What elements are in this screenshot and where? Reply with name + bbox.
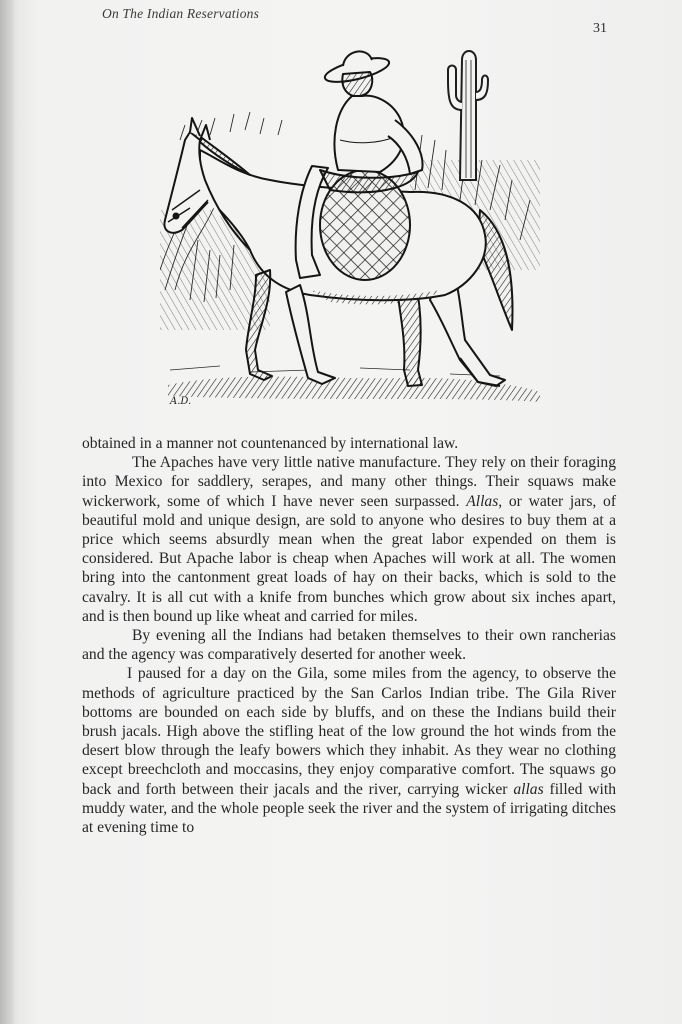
page-number: 31 bbox=[593, 21, 607, 36]
artist-signature: A.D. bbox=[170, 396, 192, 407]
rider-illustration bbox=[160, 40, 545, 410]
paragraph-gila-river bbox=[82, 664, 616, 837]
paragraph-text: The Apaches have very little native manufacture. They rely on their foraging into Mexico for saddlery, serapes, and many other things. Their squaws make wickerwork, some of which I have never seen surpassed. bbox=[82, 454, 616, 510]
italic-term: Allas bbox=[466, 492, 499, 510]
paragraph-text: I paused for a day on the Gila, some miles from the agency, to observe the methods of agriculture practiced by the San Carlos Indian tribe. The Gila River bottoms are bounded on each side by bluffs, and on these the Indians build their brush jacals. High above the stifling heat of the low ground the hot winds from the desert blow through the leafy bowers which they inhabit. As they wear no clothing except breechcloth and moccasins, they enjoy comparative comfort. The squaws go back and forth between their jacals and the river, carrying wicker bbox=[82, 665, 616, 798]
paragraph-text: , or water jars, of beautiful mold and unique design, are sold to anyone who desires to buy them at a price which seems absurdly mean when the great labor expended on them is considered. But Apache labor is cheap when Apaches will work at all. The women bring into the cantonment great loads of hay on their backs, which is sold to the cavalry. It is all cut with a knife from bunches which grow about six inches apart, and is then bound up like wheat and carried for miles. bbox=[82, 492, 617, 625]
italic-term: allas bbox=[513, 780, 544, 798]
body-text bbox=[82, 434, 616, 837]
paragraph-text: filled with muddy water, and the whole people seek the river and the system of irrigating ditches at evening time to bbox=[82, 780, 616, 837]
paragraph-evening: By evening all the Indians had betaken themselves to their own rancherias and the agency was comparatively deserted for another week. bbox=[82, 627, 616, 664]
running-head: On The Indian Reservations bbox=[102, 6, 260, 21]
paragraph-continuation: obtained in a manner not countenanced by international law. bbox=[82, 435, 459, 452]
book-gutter bbox=[0, 0, 14, 1024]
paragraph-apache-manufacture bbox=[82, 453, 616, 626]
ground-lines bbox=[170, 366, 500, 376]
